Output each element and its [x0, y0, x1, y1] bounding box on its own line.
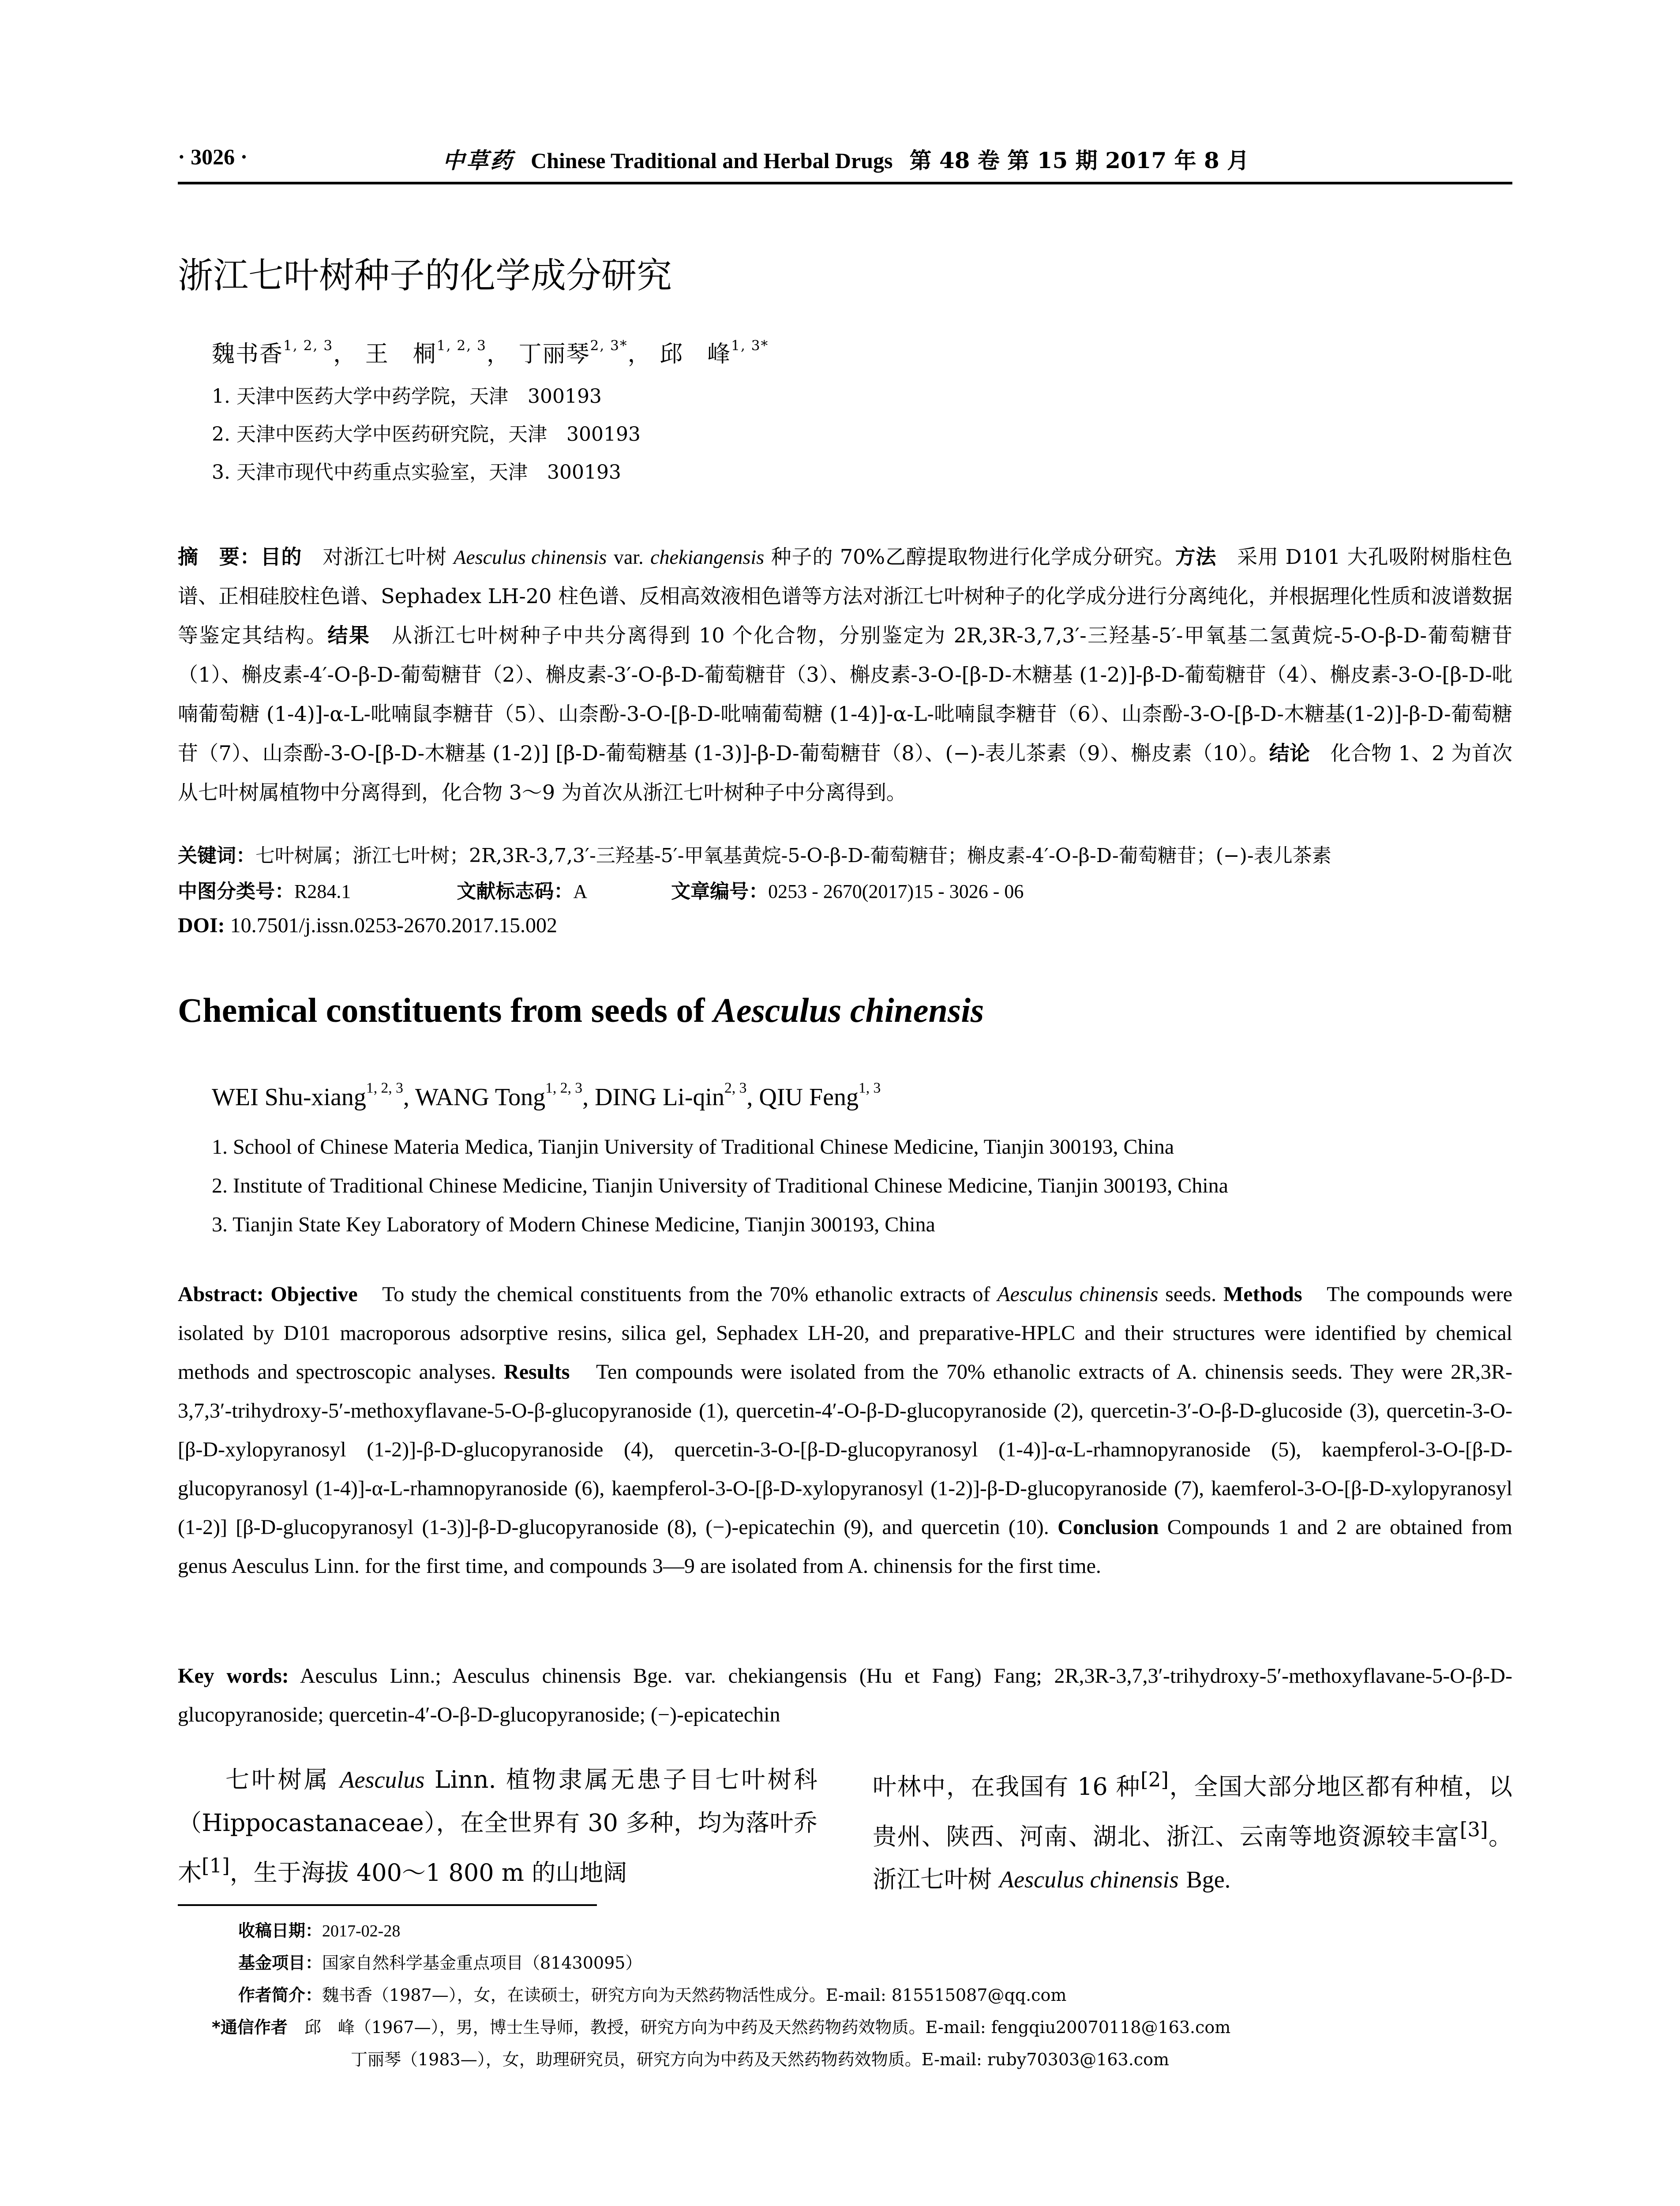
author-cn: 魏书香$^{1, 2, 3}$: [212, 338, 334, 368]
footnote-author: 作者简介：魏书香（1987—），女，在读硕士，研究方向为天然药物活性成分。E-mail: 815515087@qq.com: [238, 1985, 1067, 2005]
abstract-en: Abstract: Objective To study the chemical constituents from the 70% ethanolic extracts of Aesculus chinensis seeds. Methods The compounds were isolated by D101 macroporous adsorptive resins, silica gel, Sephadex LH-20, and preparative-HPLC and their structures were identified by chemical methods and spectroscopic analyses. Results Ten compounds were isolated from the 70% ethanolic extracts of A. chinensis seeds. They were 2R,3R-3,7,3′-trihydroxy-5′-methoxyflavane-5-O-β-glucopyranoside (1), quercetin-4′-O-β-D-glucopyranoside (2), quercetin-3′-O-β-D-glucoside (3), quercetin-3-O-[β-D-xylopyranosyl (1-2)]-β-D-glucopyranoside (4), quercetin-3-O-[β-D-glucopyranosyl (1-4)]-α-L-rhamnopyranoside (5), kaempferol-3-O-[β-D-glucopyranosyl (1-4)]-α-L-rhamnopyranoside (6), kaempferol-3-O-[β-D-xylopyranosyl (1-2)]-β-D-glucopyranoside (7), kaemferol-3-O-[β-D-xylopyranosyl (1-2)] [β-D-glucopyranosyl (1-3)]-β-D-glucopyranoside (8), (−)-epicatechin (9), and quercetin (10). Conclusion Compounds 1 and 2 are obtained from genus Aesculus Linn. for the first time, and compounds 3—9 are isolated from A. chinensis for the first time.: [178, 1283, 1513, 1578]
abstract-label: 摘 要：: [178, 545, 261, 569]
footnote-correspondence: *通信作者 邱 峰（1967—），男，博士生导师，教授，研究方向为中药及天然药物药效物质。E-mail: fengqiu20070118@163.com: [212, 2018, 1231, 2037]
objective-label: 目的: [260, 545, 302, 569]
page-number: · 3026 ·: [178, 144, 248, 169]
doi-value: 10.7501/j.issn.0253-2670.2017.15.002: [230, 914, 558, 937]
footnote-rule: [178, 1904, 597, 1906]
title-cn: 浙江七叶树种子的化学成分研究: [178, 255, 672, 296]
affiliation-cn: 3. 天津市现代中药重点实验室，天津 300193: [212, 461, 621, 484]
citation-ref: [2]: [1140, 1768, 1169, 1791]
journal-logo-cn: 中草药: [442, 147, 514, 173]
journal-line: [442, 143, 1249, 175]
citation-ref: [3]: [1459, 1818, 1488, 1841]
abstract-en-label: Abstract: Objective: [178, 1283, 358, 1306]
author-cn: 丁丽琴$^{2, 3*}$: [518, 338, 628, 368]
keywords-en: Key words: Aesculus Linn.; Aesculus chinensis Bge. var. chekiangensis (Hu et Fang) Fang; 2R,3R-3,7,3′-trihydroxy-5′-methoxyflavane-5-O-β-D-glucopyranoside; quercetin-4′-O-β-D-glucopyranoside; (−)-epicatechin: [178, 1664, 1513, 1726]
author-en: DING Li-qin$^{2, 3}$: [595, 1080, 747, 1111]
authors-en: WEI Shu-xiang$^{1, 2, 3}$, WANG Tong$^{1, 2, 3}$, DING Li-qin$^{2, 3}$, QIU Feng$^{1, 3}$: [212, 1080, 881, 1111]
journal-name-en: Chinese Traditional and Herbal Drugs: [531, 148, 893, 173]
body-column-left: 七叶树属 Aesculus Linn. 植物隶属无患子目七叶树科（Hippocastanaceae），在全世界有 30 多种，均为落叶乔木[1]，生于海拔 400～1 800 m 的山地阔: [178, 1766, 818, 1887]
conclusion-label: 结论: [1269, 741, 1310, 765]
abstract-cn: 摘 要：目的 对浙江七叶树 Aesculus chinensis var. chekiangensis 种子的 70%乙醇提取物进行化学成分研究。方法 采用 D101 大孔吸附树脂柱色谱、正相硅胶柱色谱、Sephadex LH-20 柱色谱、反相高效液相色谱等方法对浙江七叶树种子的化学成分进行分离纯化，并根据理化性质和波谱数据等鉴定其结构。结果 从浙江七叶树种子中共分离得到 10 个化合物，分别鉴定为 2R,3R-3,7,3′-三羟基-5′-甲氧基二氢黄烷-5-O-β-D-葡萄糖苷（1）、槲皮素-4′-O-β-D-葡萄糖苷（2）、槲皮素-3′-O-β-D-葡萄糖苷（3）、槲皮素-3-O-[β-D-木糖基 (1-2)]-β-D-葡萄糖苷（4）、槲皮素-3-O-[β-D-吡喃葡萄糖 (1-4)]-α-L-吡喃鼠李糖苷（5）、山柰酚-3-O-[β-D-吡喃葡萄糖 (1-4)]-α-L-吡喃鼠李糖苷（6）、山柰酚-3-O-[β-D-木糖基(1-2)]-β-D-葡萄糖苷（7）、山柰酚-3-O-[β-D-木糖基 (1-2)] [β-D-葡萄糖基 (1-3)]-β-D-葡萄糖苷（8）、(−)-表儿茶素（9）、槲皮素（10）。结论 化合物 1、2 为首次从七叶树属植物中分离得到，化合物 3～9 为首次从浙江七叶树种子中分离得到。: [178, 545, 1513, 804]
classification-line: 中图分类号：R284.1 文献标志码：A 文章编号：0253 - 2670(2017)15 - 3026 - 06: [178, 880, 1024, 903]
issue-info: 第 48 卷 第 15 期 2017 年 8 月: [909, 147, 1249, 173]
running-header: [178, 141, 1512, 184]
affiliation-cn: 1. 天津中医药大学中药学院，天津 300193: [212, 385, 602, 408]
author-cn: 王 桐$^{1, 2, 3}$: [365, 338, 487, 368]
author-en: QIU Feng$^{1, 3}$: [759, 1080, 881, 1111]
title-en: Chemical constituents from seeds of Aesculus chinensis: [178, 991, 984, 1029]
affiliation-cn: 2. 天津中医药大学中医药研究院，天津 300193: [212, 423, 641, 446]
affiliation-en: 1. School of Chinese Materia Medica, Tianjin University of Traditional Chinese Medicine, Tianjin 300193, China: [212, 1135, 1174, 1159]
doi-line: DOI: 10.7501/j.issn.0253-2670.2017.15.002: [178, 914, 558, 937]
authors-cn: 魏书香$^{1, 2, 3}$， 王 桐$^{1, 2, 3}$， 丁丽琴$^{2, 3*}$， 邱 峰$^{1, 3*}$: [212, 338, 769, 368]
author-en: WEI Shu-xiang$^{1, 2, 3}$: [212, 1080, 403, 1111]
methods-label: 方法: [1175, 545, 1217, 569]
citation-ref: [1]: [202, 1854, 230, 1877]
author-en: WANG Tong$^{1, 2, 3}$: [415, 1080, 583, 1111]
results-label: 结果: [327, 623, 371, 647]
footnote-received: 收稿日期：2017-02-28: [238, 1921, 401, 1940]
footnote-correspondence-2: 丁丽琴（1983—），女，助理研究员，研究方向为中药及天然药物药效物质。E-mail: ruby70303@163.com: [351, 2050, 1169, 2069]
author-cn: 邱 峰$^{1, 3*}$: [660, 338, 769, 368]
affiliation-en: 3. Tianjin State Key Laboratory of Modern Chinese Medicine, Tianjin 300193, China: [212, 1213, 935, 1236]
body-column-right: 叶林中，在我国有 16 种[2]，全国大部分地区都有种植，以贵州、陕西、河南、湖北、浙江、云南等地资源较丰富[3]。浙江七叶树 Aesculus chinensis Bge.: [873, 1768, 1513, 1893]
affiliation-en: 2. Institute of Traditional Chinese Medicine, Tianjin University of Traditional Chinese Medicine, Tianjin 300193, China: [212, 1174, 1228, 1197]
footnote-fund: 基金项目：国家自然科学基金重点项目（81430095）: [238, 1953, 642, 1973]
keywords-cn: 关键词：七叶树属；浙江七叶树；2R,3R-3,7,3′-三羟基-5′-甲氧基黄烷-5-O-β-D-葡萄糖苷；槲皮素-4′-O-β-D-葡萄糖苷；(−)-表儿茶素: [178, 844, 1331, 867]
